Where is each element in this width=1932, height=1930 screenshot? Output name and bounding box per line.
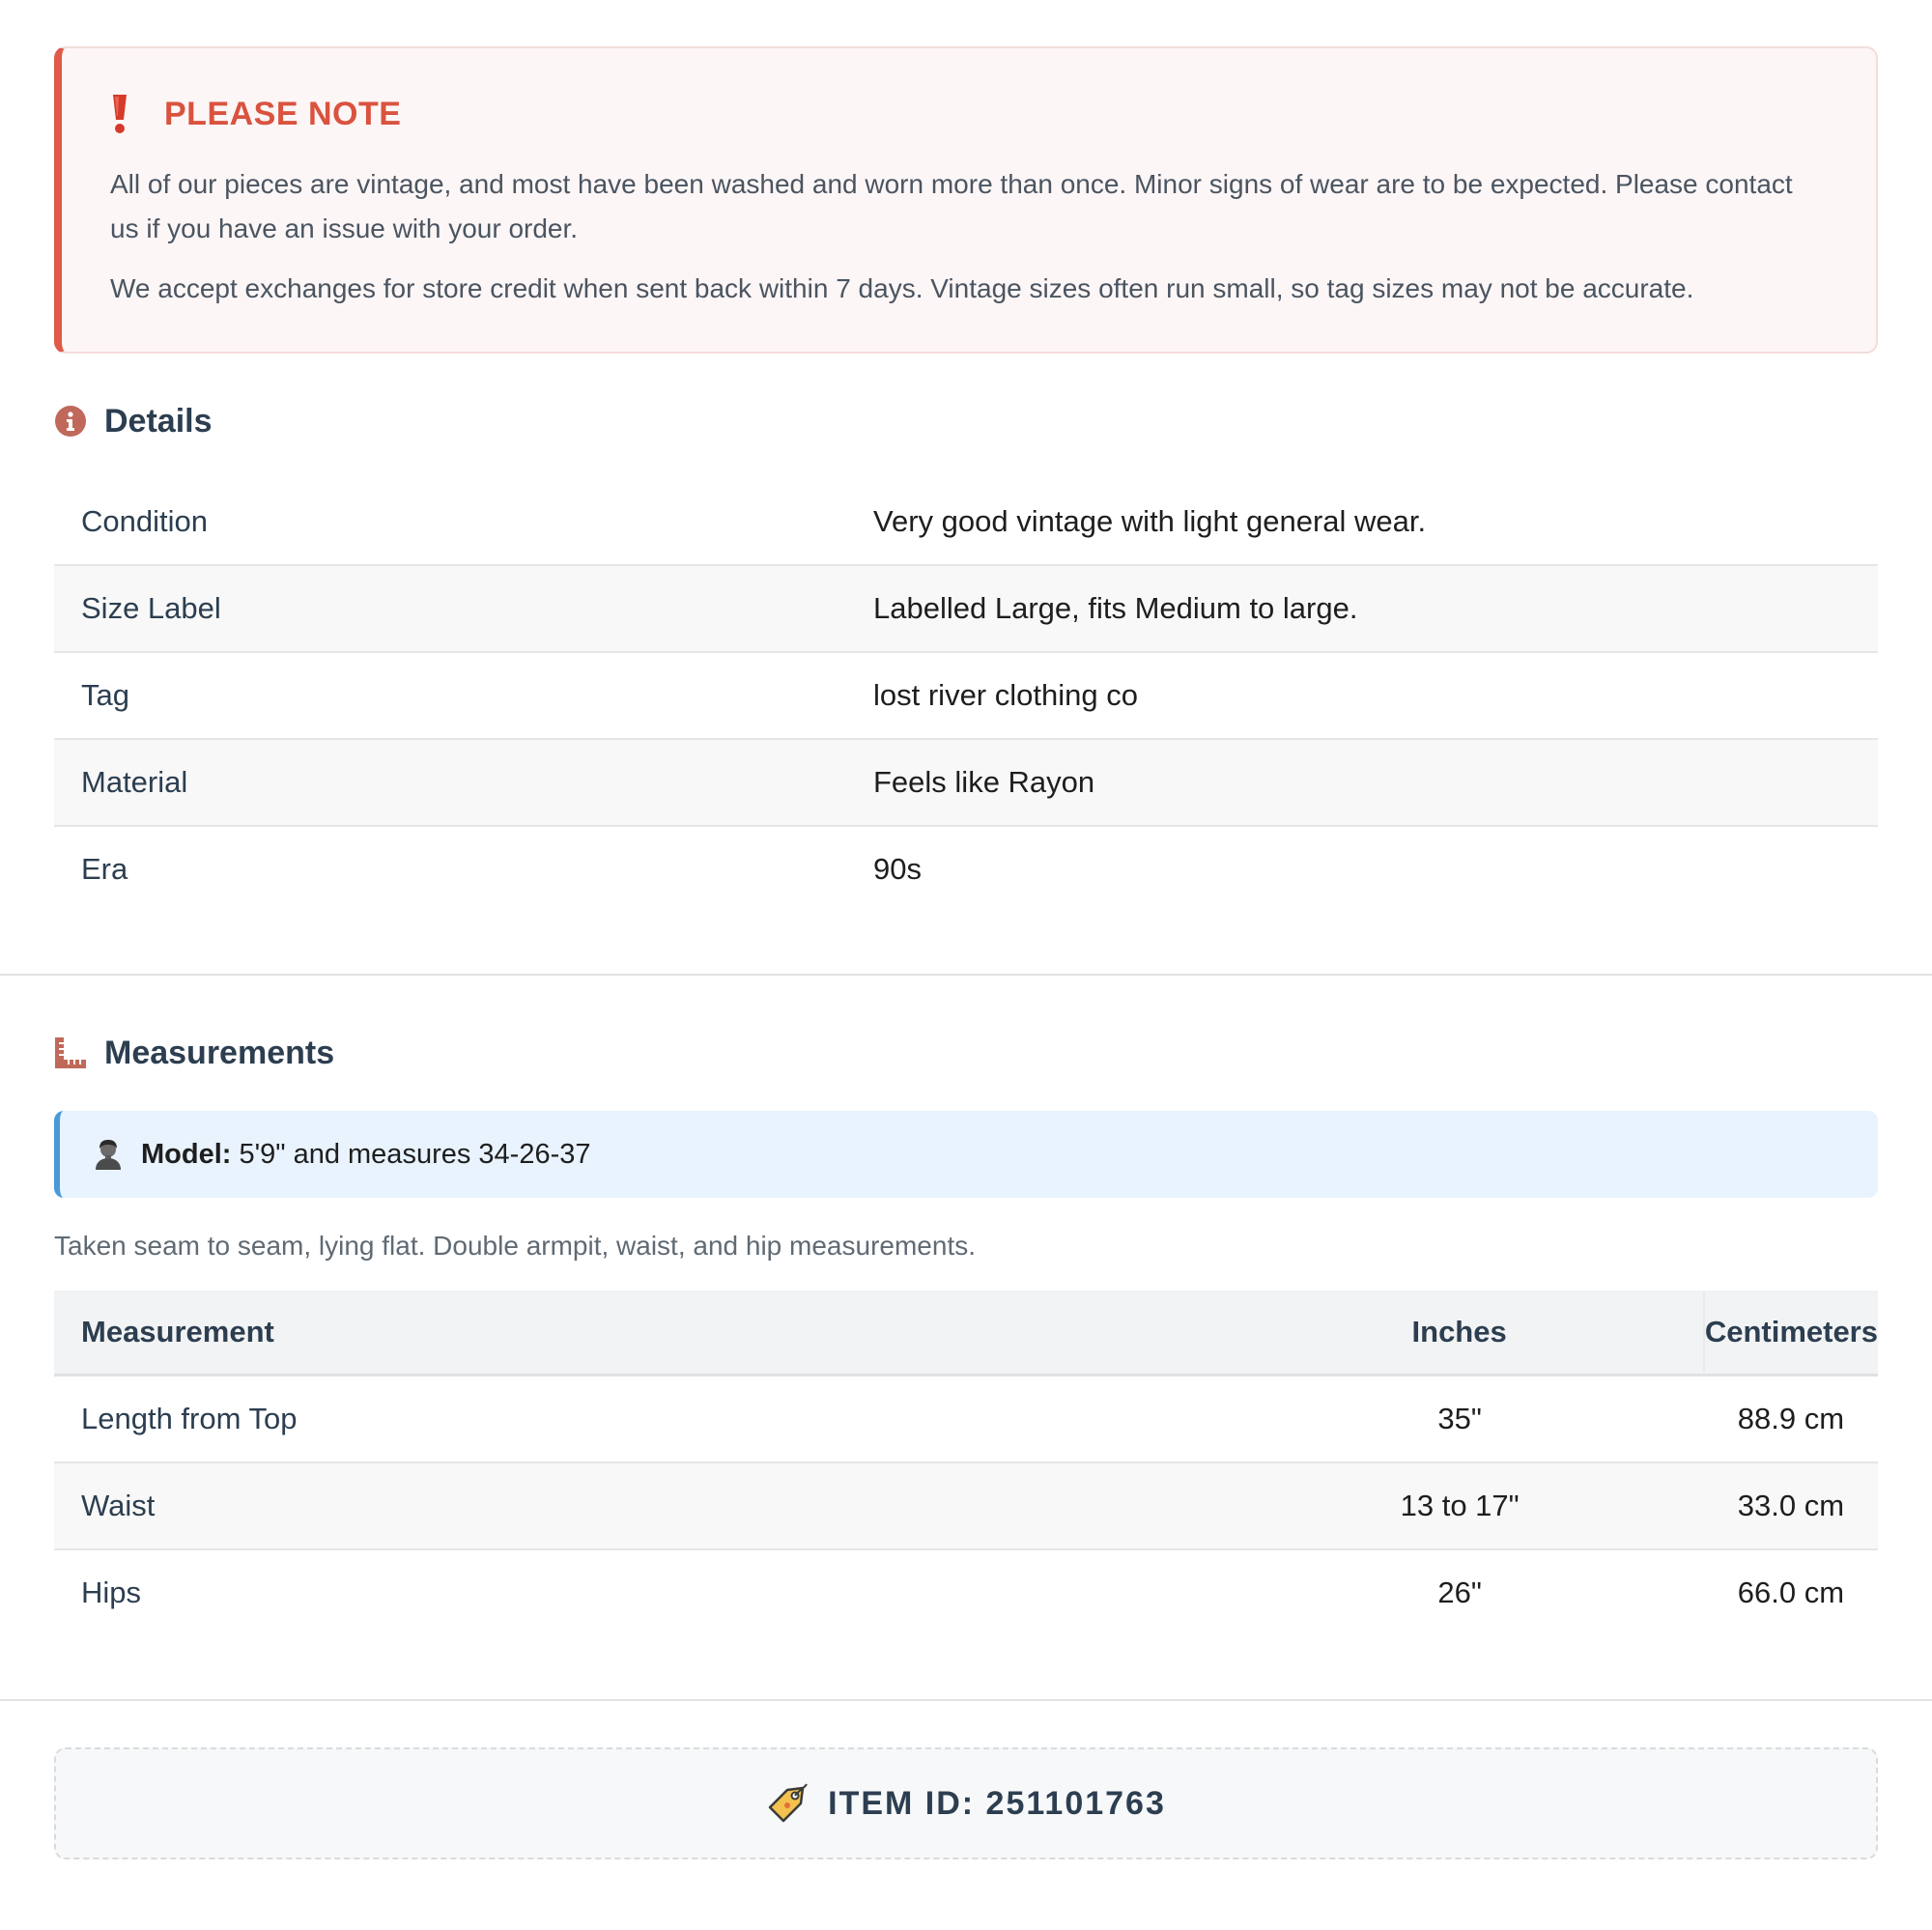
measurement-name: Hips (81, 1575, 142, 1609)
measurements-title: Measurements (104, 1034, 335, 1071)
notice-box (54, 46, 1878, 354)
exclamation-icon (110, 91, 147, 137)
measurements-table (54, 1291, 1878, 1635)
notice-paragraph: We accept exchanges for store credit when sent back within 7 days. Vintage sizes often run small, so tag sizes may not be accurate. (110, 273, 1694, 303)
measurement-inches: 26" (1437, 1575, 1482, 1609)
notice-paragraph: All of our pieces are vintage, and most have been washed and worn more than once. Minor signs of wear are to be expected. Please contact us if you have an issue with your order. (110, 169, 1793, 243)
detail-value: Very good vintage with light general wear. (873, 479, 1878, 565)
details-title: Details (104, 402, 213, 440)
model-text: 5'9" and measures 34-26-37 (239, 1138, 591, 1170)
table-row (54, 826, 1878, 912)
table-row (54, 1376, 1878, 1463)
detail-value: lost river clothing co (873, 652, 1878, 739)
table-row (54, 1549, 1878, 1635)
item-id-box (54, 1747, 1878, 1859)
model-info-box (54, 1111, 1878, 1198)
detail-label: Era (81, 852, 128, 886)
table-row (54, 565, 1878, 652)
measurement-name: Length from Top (54, 1376, 1215, 1463)
table-row (54, 1462, 1878, 1549)
table-row (54, 652, 1878, 739)
table-row (54, 739, 1878, 826)
item-id-label: ITEM ID: 251101763 (828, 1784, 1166, 1822)
ruler-icon (54, 1036, 87, 1069)
person-icon (93, 1137, 124, 1172)
measurement-name: Waist (54, 1462, 1215, 1549)
column-header: Inches (1215, 1291, 1703, 1376)
detail-value: 90s (873, 852, 922, 886)
section-divider (0, 974, 1932, 976)
measurement-cm: 66.0 cm (1737, 1575, 1845, 1609)
column-header: Measurement (54, 1291, 1215, 1376)
detail-label: Size Label (54, 565, 873, 652)
table-row (54, 479, 1878, 565)
measurements-header (54, 1024, 1878, 1082)
detail-label: Tag (54, 652, 873, 739)
notice-title: PLEASE NOTE (164, 95, 402, 132)
measurement-inches: 13 to 17" (1215, 1462, 1703, 1549)
measurement-inches: 35" (1215, 1376, 1703, 1463)
detail-value: Labelled Large, fits Medium to large. (873, 565, 1878, 652)
section-divider (0, 1699, 1932, 1701)
measurement-cm: 88.9 cm (1704, 1376, 1878, 1463)
measurement-note: Taken seam to seam, lying flat. Double armpit, waist, and hip measurements. (54, 1231, 976, 1261)
details-header (54, 392, 1878, 450)
detail-label: Condition (54, 479, 873, 565)
measurement-cm: 33.0 cm (1704, 1462, 1878, 1549)
detail-label: Material (54, 739, 873, 826)
detail-value: Feels like Rayon (873, 739, 1878, 826)
model-label: Model: (141, 1138, 232, 1170)
details-table (54, 479, 1878, 912)
notice-header (110, 91, 1828, 137)
table-header-row (54, 1291, 1878, 1376)
column-header: Centimeters (1704, 1291, 1878, 1376)
tag-icon (766, 1782, 809, 1825)
info-icon (54, 405, 87, 438)
